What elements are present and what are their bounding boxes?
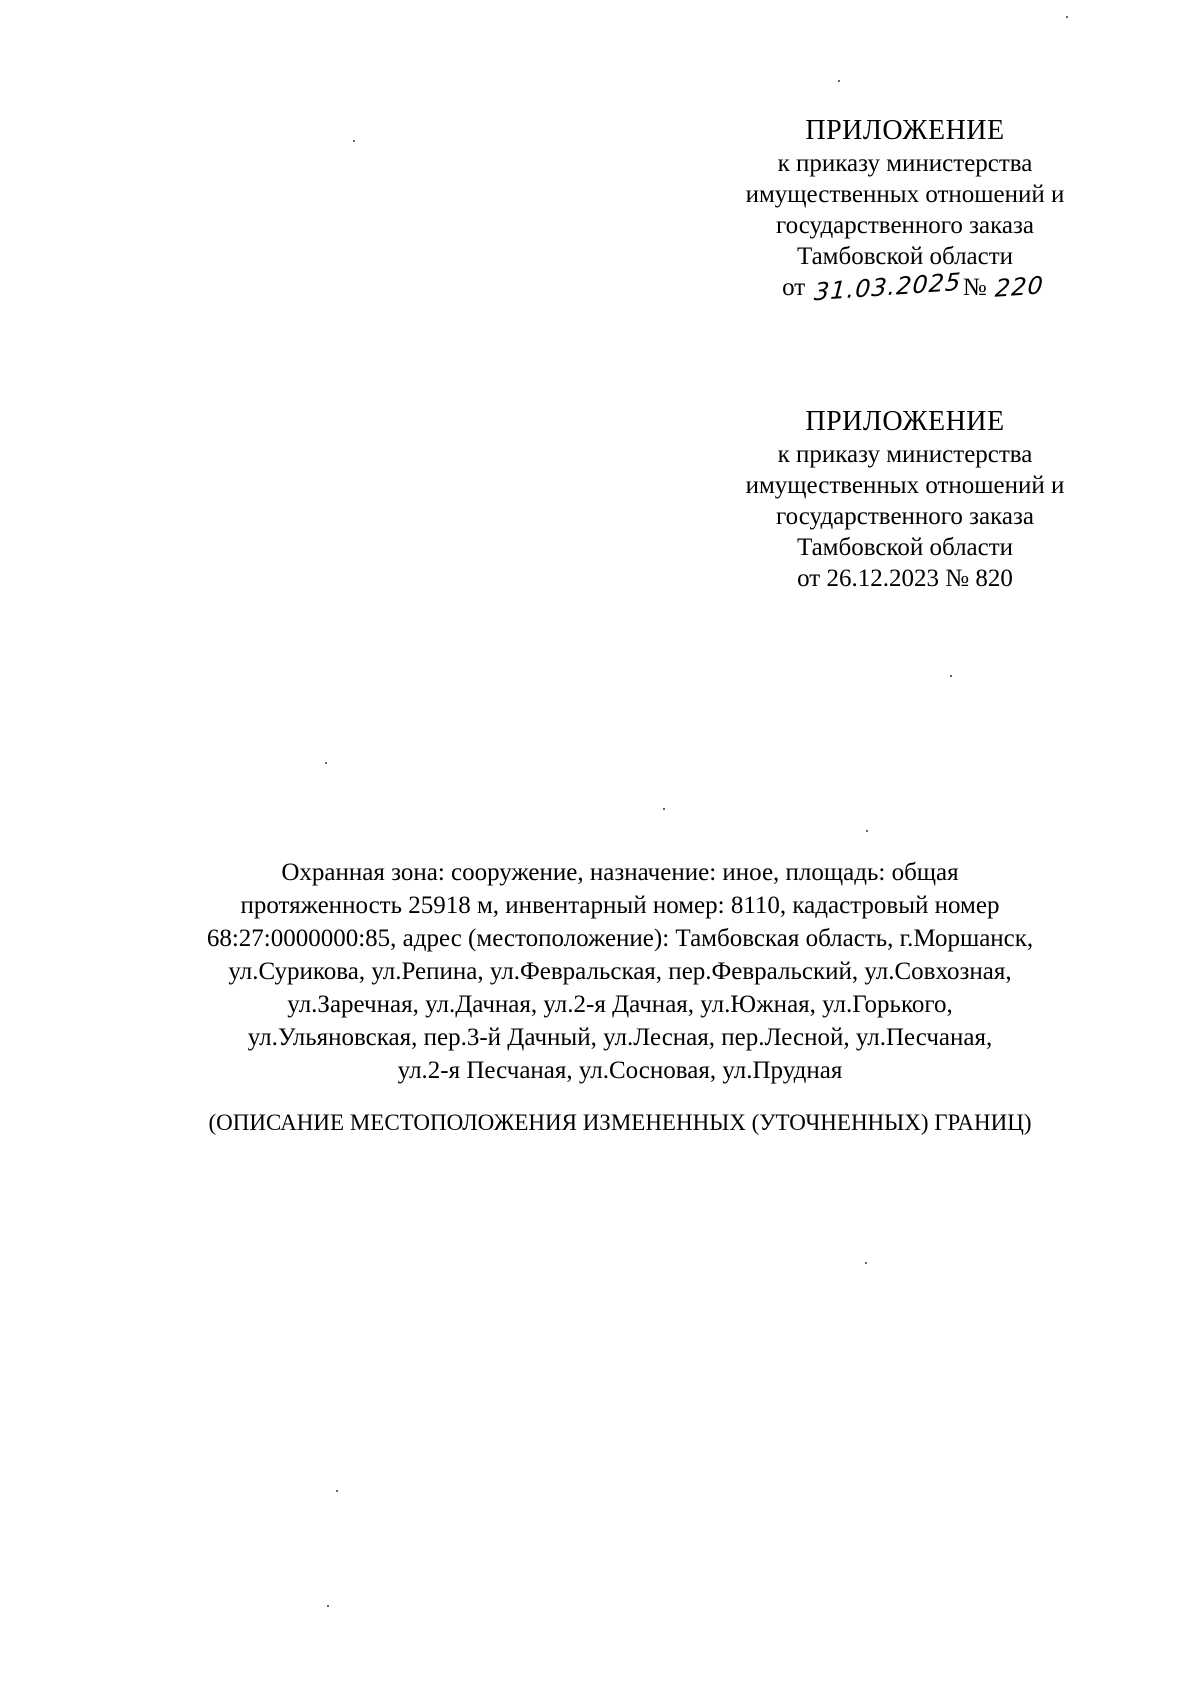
scan-speck [325, 762, 327, 764]
title-line: ул.2-я Песчаная, ул.Сосновая, ул.Прудная [397, 1057, 843, 1084]
scan-speck [1066, 16, 1068, 18]
scan-speck [327, 1605, 329, 1607]
appendix-previous-heading: ПРИЛОЖЕНИЕ [805, 406, 1005, 437]
appendix-current-line1: к приказу министерства [777, 150, 1033, 177]
title-line: ул.Заречная, ул.Дачная, ул.2-я Дачная, ул.Южная, ул.Горького, [287, 991, 953, 1018]
appendix-previous-line4: Тамбовской области [796, 534, 1014, 561]
appendix-previous-line3: государственного заказа [776, 503, 1034, 530]
appendix-current-heading: ПРИЛОЖЕНИЕ [805, 115, 1005, 146]
title-line: ул.Ульяновская, пер.3-й Дачный, ул.Лесная, пер.Лесной, ул.Песчаная, [247, 1024, 993, 1051]
appendix-previous-date-line: от 26.12.2023 № 820 [797, 565, 1013, 592]
appendix-current-date-prefix: от [782, 274, 806, 301]
appendix-current-line4: Тамбовской области [796, 243, 1014, 270]
scan-speck [336, 1490, 338, 1492]
handwritten-date: 31.03.2025 [812, 267, 962, 307]
title-line: ул.Сурикова, ул.Репина, ул.Февральская, пер.Февральский, ул.Совхозная, [228, 958, 1012, 985]
title-line: протяженность 25918 м, инвентарный номер: 8110, кадастровый номер [240, 892, 1000, 919]
title-line: 68:27:0000000:85, адрес (местоположение): Тамбовская область, г.Моршанск, [206, 925, 1034, 952]
appendix-current-block [690, 114, 1120, 307]
scan-speck [866, 830, 868, 832]
protection-zone-title [140, 856, 1100, 1087]
number-sign: № [962, 274, 987, 301]
scan-speck [663, 808, 665, 810]
appendix-current-date-line [690, 267, 1120, 307]
scan-speck [950, 675, 952, 677]
appendix-previous-line1: к приказу министерства [777, 441, 1033, 468]
appendix-previous-line2: имущественных отношений и [745, 472, 1065, 499]
title-line: Охранная зона: сооружение, назначение: иное, площадь: общая [281, 859, 959, 886]
scan-speck [838, 80, 840, 82]
scan-speck [353, 140, 355, 142]
appendix-current-line3: государственного заказа [776, 212, 1034, 239]
appendix-current-line2: имущественных отношений и [745, 181, 1065, 208]
boundary-description-subtitle: (ОПИСАНИЕ МЕСТОПОЛОЖЕНИЯ ИЗМЕНЕННЫХ (УТОЧНЕННЫХ) ГРАНИЦ) [208, 1110, 1032, 1135]
handwritten-number: 220 [994, 271, 1045, 303]
appendix-previous-block [690, 405, 1120, 594]
scan-speck [865, 1262, 867, 1264]
